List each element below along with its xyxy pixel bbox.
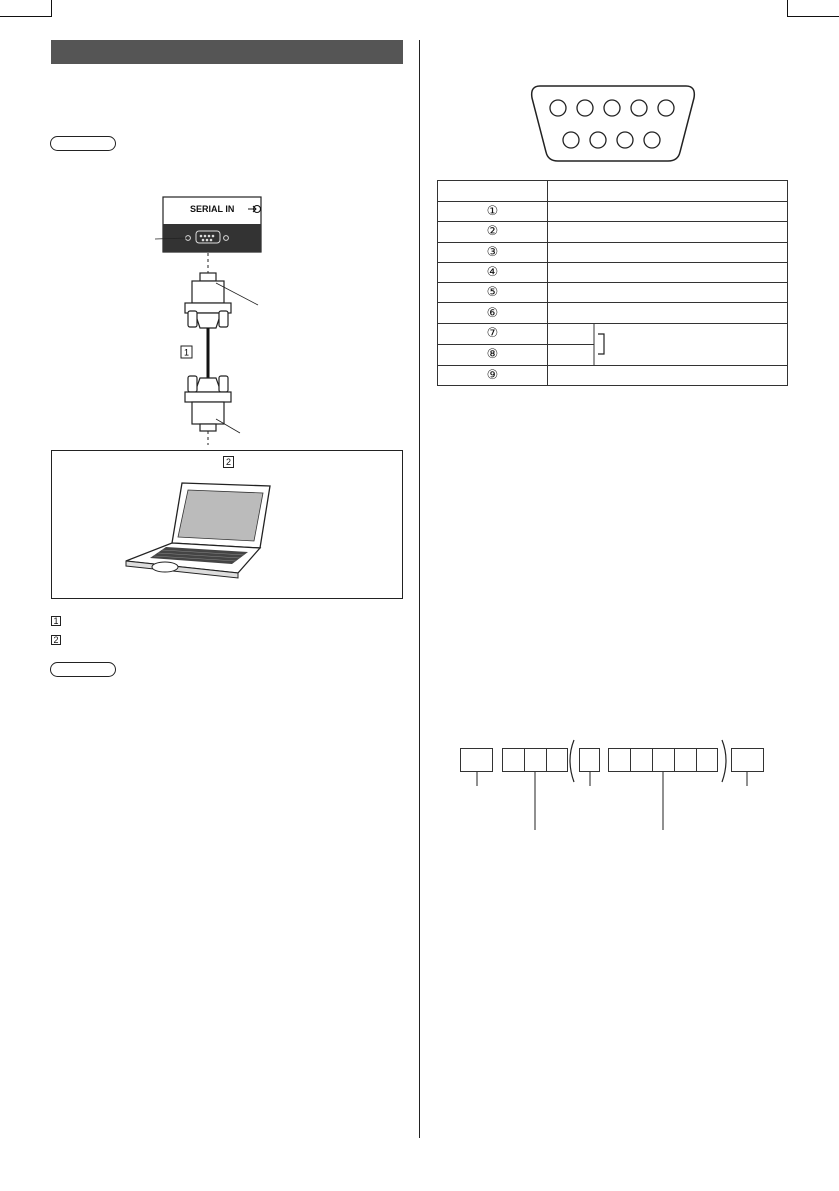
pin-number: ⑥	[438, 303, 548, 323]
serial-in-label: SERIAL IN	[190, 204, 235, 214]
leader-line	[216, 419, 240, 433]
table-cell	[548, 262, 788, 282]
pin-number: ④	[438, 262, 548, 282]
table-row	[438, 242, 788, 262]
crop-mark	[51, 0, 52, 16]
pin-number: ⑤	[438, 283, 548, 303]
table-row	[438, 222, 788, 242]
format-brackets	[450, 738, 780, 833]
table-cell	[548, 365, 788, 385]
pin-table	[437, 180, 788, 386]
d-sub-plug-lower	[185, 376, 231, 431]
pin-number: ⑨	[438, 365, 548, 385]
cable-number: 1	[183, 347, 190, 358]
computer-number: 2	[225, 457, 231, 467]
pin-number: ①	[438, 202, 548, 222]
pin-number: ⑧	[438, 344, 548, 365]
computer-number-box	[223, 456, 234, 468]
table-cell	[548, 181, 788, 202]
table-cell	[548, 222, 788, 242]
crop-mark	[787, 16, 839, 17]
section-title-bar	[51, 40, 403, 64]
table-row	[438, 283, 788, 303]
note-pill	[50, 136, 116, 151]
legend-item-1	[51, 615, 61, 627]
table-row	[438, 365, 788, 385]
column-divider	[419, 40, 420, 1138]
table-cell	[548, 303, 788, 323]
pin-number: ⑦	[438, 323, 548, 344]
legend-item-2	[51, 634, 61, 646]
table-cell	[548, 202, 788, 222]
pin-number: ③	[438, 242, 548, 262]
table-row	[438, 323, 788, 344]
connection-diagram	[140, 195, 280, 445]
laptop-icon	[120, 478, 285, 583]
table-row	[438, 181, 788, 202]
table-row	[438, 202, 788, 222]
table-cell	[548, 242, 788, 262]
table-row	[438, 262, 788, 282]
table-row	[438, 303, 788, 323]
note-pill	[50, 662, 116, 677]
table-cell	[548, 323, 788, 365]
table-cell	[438, 181, 548, 202]
table-cell	[548, 283, 788, 303]
pin-number: ②	[438, 222, 548, 242]
legend-number: 1	[51, 616, 61, 626]
legend-number: 2	[51, 635, 61, 645]
d-sub-9-pin-face	[528, 84, 698, 164]
d-sub-plug-upper	[185, 273, 231, 328]
crop-mark	[787, 0, 788, 16]
crop-mark	[0, 16, 52, 17]
pin-7-8-bracket	[548, 324, 787, 365]
